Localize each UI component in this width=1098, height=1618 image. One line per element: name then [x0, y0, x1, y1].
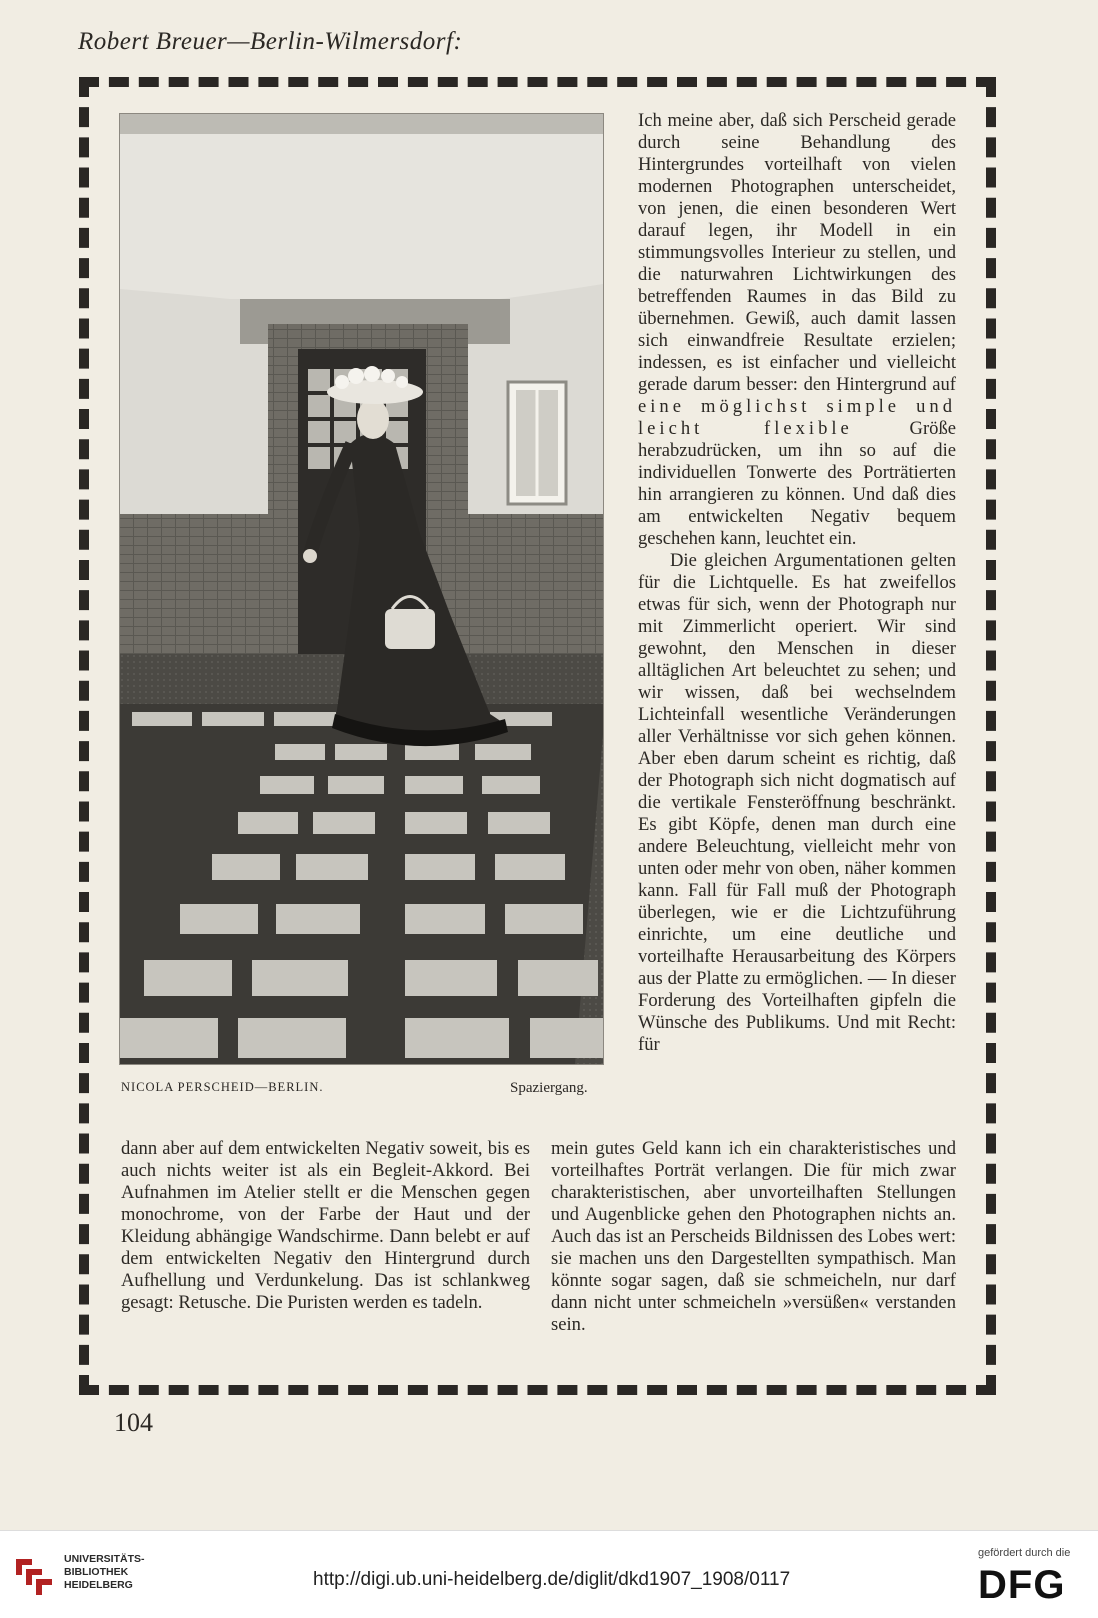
source-url-link[interactable]: http://digi.ub.uni-heidelberg.de/diglit/dkd1907_1908/0117 [313, 1569, 791, 1590]
library-logo-icon [12, 1553, 56, 1597]
right-column-text [638, 110, 956, 1056]
bottom-left-paragraph: dann aber auf dem entwickelten Negativ soweit, bis es auch nichts weiter ist als ein Begleit-Akkord. Bei Aufnahmen im Atelier stellt er die Menschen gegen monochrome, von der Farbe der Haut und der Kleidung abhängige Wandschirme. Dann belebt er auf dem entwickelten Negativ den Hintergrund durch Aufhellung und Verdunkelung. Das ist schlankweg gesagt: Retusche. Die Puristen werden es tadeln. [121, 1138, 530, 1313]
paragraph-1-part-a: Ich meine aber, daß sich Perscheid gerade durch seine Behandlung des Hintergrundes vorteilhaft von vielen modernen Photographen unterscheidet, von jenen, die einen besonderen Wert darauf legen, ihr Modell in ein stimmungsvolles Interieur zu stellen, und die naturwahren Lichtwirkungen des betreffenden Raumes in das Bild zu übernehmen. Gewiß, auch damit lassen sich einwandfreie Resultate erzielen; indessen, es ist einfacher und vielleicht gerade darum besser: den Hintergrund auf [638, 110, 956, 395]
footer-bar [0, 1530, 1098, 1618]
running-head: Robert Breuer—Berlin-Wilmersdorf: [78, 28, 463, 55]
photo-credit: NICOLA PERSCHEID—BERLIN. [121, 1080, 324, 1094]
library-name-line-1: UNIVERSITÄTS- [64, 1553, 145, 1565]
dfg-logo: DFG [978, 1563, 1066, 1607]
bottom-right-paragraph: mein gutes Geld kann ich ein charakteristisches und vorteilhaftes Porträt verlangen. Die für mich zwar charakteristischen, aber unvorteilhaften Stellungen und Augenblicke gehen den Photographen nichts an. Auch das ist an Perscheids Bildnissen des Lobes wert: sie machen uns den Dargestellten sympathisch. Man könnte sogar sagen, daß sie schmeicheln, nur darf dann nicht unter schmeicheln »versüßen« verstanden sein. [551, 1138, 956, 1335]
page-number: 104 [114, 1408, 153, 1437]
paragraph-1-part-b: Größe herabzudrücken, um ihn so auf die individuellen Tonwerte des Porträtierten hin arrangieren zu können. Und daß dies am entwickelten Negativ bequem geschehen kann, leuchtet ein. [638, 418, 956, 549]
bottom-left-column-text [121, 1138, 530, 1314]
library-name-line-3: HEIDELBERG [64, 1579, 133, 1591]
funded-by-label: gefördert durch die [978, 1547, 1071, 1559]
photograph-illustration [120, 114, 603, 1064]
paragraph-2: Die gleichen Argumentationen gelten für die Lichtquelle. Es hat zweifellos etwas für sich, wenn der Photograph nur mit Zimmerlicht operiert. Wir sind gewohnt, den Menschen in dieser alltäglichen Art beleuchtet zu sehen; und wir wissen, daß bei wechselndem Lichteinfall wesentliche Veränderungen aller Verhältnisse vor sich gehen können. Aber eben darum scheint es richtig, daß der Photograph sich nicht dogmatisch auf die vertikale Fensteröffnung beschränkt. Es gibt Köpfe, denen man durch eine andere Beleuchtung, vielleicht mehr von unten oder mehr von oben, näher kommen kann. Fall für Fall muß der Photograph überlegen, wie er die Lichtzuführung einrichte, um eine deutliche und vorteilhafte Herausarbeitung des Körpers aus der Platte zu ermöglichen. — In dieser Forderung des Vorteilhaften gipfeln die Wünsche des Publikums. Und mit Recht: für [638, 550, 956, 1055]
photograph-spaziergang [119, 113, 604, 1065]
paragraph-1 [638, 110, 956, 550]
library-name-line-2: BIBLIOTHEK [64, 1566, 129, 1578]
bottom-right-column-text [551, 1138, 956, 1336]
paragraph-1-spaced: eine möglichst simple und leicht flexible [638, 396, 956, 439]
library-name [64, 1553, 145, 1592]
photo-title: Spaziergang. [510, 1080, 588, 1096]
